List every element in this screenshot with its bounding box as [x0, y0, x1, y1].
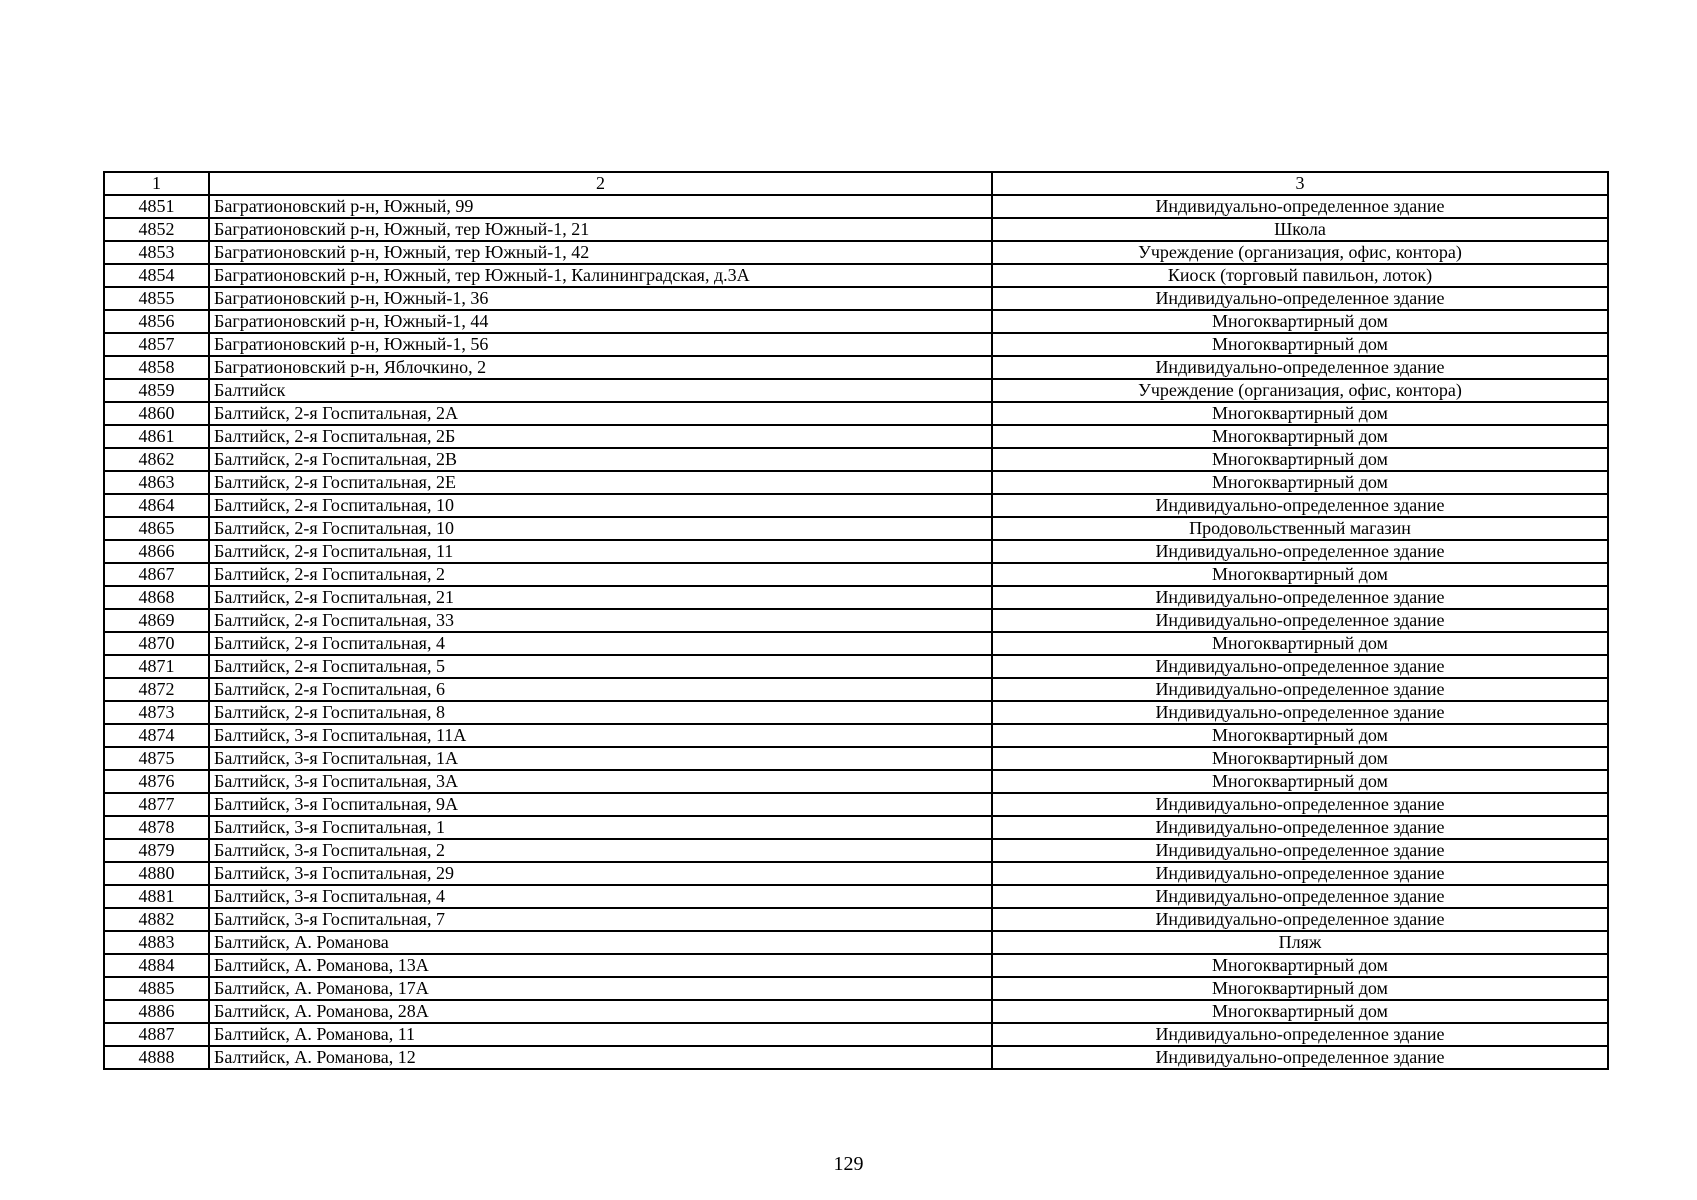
address-cell: Балтийск, 3-я Госпитальная, 3А — [209, 770, 992, 793]
row-number: 4869 — [104, 609, 209, 632]
address-cell: Балтийск, 2-я Госпитальная, 10 — [209, 517, 992, 540]
table-row — [104, 540, 1608, 563]
table-row — [104, 1000, 1608, 1023]
address-cell: Багратионовский р-н, Яблочкино, 2 — [209, 356, 992, 379]
address-cell: Балтийск, 3-я Госпитальная, 29 — [209, 862, 992, 885]
object-type-cell: Индивидуально-определенное здание — [992, 287, 1608, 310]
row-number: 4857 — [104, 333, 209, 356]
table-header — [104, 172, 1608, 195]
object-type-cell: Многоквартирный дом — [992, 448, 1608, 471]
table-row — [104, 586, 1608, 609]
table-row — [104, 1023, 1608, 1046]
table-row — [104, 793, 1608, 816]
address-cell: Багратионовский р-н, Южный-1, 44 — [209, 310, 992, 333]
row-number: 4853 — [104, 241, 209, 264]
address-cell: Балтийск, 2-я Госпитальная, 2Е — [209, 471, 992, 494]
row-number: 4864 — [104, 494, 209, 517]
object-type-cell: Индивидуально-определенное здание — [992, 356, 1608, 379]
address-cell: Багратионовский р-н, Южный-1, 36 — [209, 287, 992, 310]
object-type-cell: Индивидуально-определенное здание — [992, 1023, 1608, 1046]
object-type-cell: Индивидуально-определенное здание — [992, 701, 1608, 724]
table-row — [104, 701, 1608, 724]
row-number: 4881 — [104, 885, 209, 908]
table-row — [104, 816, 1608, 839]
object-type-cell: Многоквартирный дом — [992, 402, 1608, 425]
row-number: 4883 — [104, 931, 209, 954]
object-type-cell: Пляж — [992, 931, 1608, 954]
row-number: 4854 — [104, 264, 209, 287]
row-number: 4870 — [104, 632, 209, 655]
table-row — [104, 264, 1608, 287]
object-type-cell: Индивидуально-определенное здание — [992, 1046, 1608, 1069]
table-row — [104, 931, 1608, 954]
row-number: 4886 — [104, 1000, 209, 1023]
table-row — [104, 287, 1608, 310]
table-row — [104, 954, 1608, 977]
row-number: 4884 — [104, 954, 209, 977]
object-type-cell: Индивидуально-определенное здание — [992, 678, 1608, 701]
address-cell: Балтийск, 3-я Госпитальная, 7 — [209, 908, 992, 931]
column-header-1: 1 — [104, 172, 209, 195]
row-number: 4875 — [104, 747, 209, 770]
table-row — [104, 195, 1608, 218]
row-number: 4852 — [104, 218, 209, 241]
table-row — [104, 448, 1608, 471]
object-type-cell: Многоквартирный дом — [992, 747, 1608, 770]
table-row — [104, 747, 1608, 770]
row-number: 4866 — [104, 540, 209, 563]
object-type-cell: Многоквартирный дом — [992, 632, 1608, 655]
column-header-3: 3 — [992, 172, 1608, 195]
row-number: 4860 — [104, 402, 209, 425]
object-type-cell: Многоквартирный дом — [992, 1000, 1608, 1023]
address-cell: Багратионовский р-н, Южный, тер Южный-1, 42 — [209, 241, 992, 264]
object-type-cell: Многоквартирный дом — [992, 471, 1608, 494]
address-cell: Багратионовский р-н, Южный, тер Южный-1, 21 — [209, 218, 992, 241]
table-row — [104, 770, 1608, 793]
address-cell: Балтийск, 2-я Госпитальная, 2В — [209, 448, 992, 471]
row-number: 4879 — [104, 839, 209, 862]
object-type-cell: Индивидуально-определенное здание — [992, 609, 1608, 632]
address-cell: Балтийск, 2-я Госпитальная, 33 — [209, 609, 992, 632]
row-number: 4885 — [104, 977, 209, 1000]
table-row — [104, 494, 1608, 517]
row-number: 4880 — [104, 862, 209, 885]
address-cell: Балтийск, 3-я Госпитальная, 9А — [209, 793, 992, 816]
object-type-cell: Индивидуально-определенное здание — [992, 540, 1608, 563]
row-number: 4887 — [104, 1023, 209, 1046]
row-number: 4877 — [104, 793, 209, 816]
address-cell: Балтийск, 3-я Госпитальная, 1А — [209, 747, 992, 770]
row-number: 4859 — [104, 379, 209, 402]
table-row — [104, 356, 1608, 379]
table-row — [104, 218, 1608, 241]
table-row — [104, 471, 1608, 494]
object-type-cell: Школа — [992, 218, 1608, 241]
object-type-cell: Многоквартирный дом — [992, 770, 1608, 793]
row-number: 4863 — [104, 471, 209, 494]
address-cell: Балтийск, 2-я Госпитальная, 11 — [209, 540, 992, 563]
table-row — [104, 425, 1608, 448]
address-cell: Багратионовский р-н, Южный-1, 56 — [209, 333, 992, 356]
object-type-cell: Индивидуально-определенное здание — [992, 655, 1608, 678]
address-cell: Балтийск — [209, 379, 992, 402]
row-number: 4882 — [104, 908, 209, 931]
page-number: 129 — [833, 1153, 864, 1175]
object-type-cell: Многоквартирный дом — [992, 954, 1608, 977]
table-row — [104, 517, 1608, 540]
address-cell: Балтийск, 2-я Госпитальная, 2А — [209, 402, 992, 425]
table-row — [104, 609, 1608, 632]
table-row — [104, 908, 1608, 931]
row-number: 4888 — [104, 1046, 209, 1069]
object-type-cell: Индивидуально-определенное здание — [992, 862, 1608, 885]
object-type-cell: Индивидуально-определенное здание — [992, 885, 1608, 908]
object-type-cell: Многоквартирный дом — [992, 310, 1608, 333]
row-number: 4862 — [104, 448, 209, 471]
table-body — [104, 195, 1608, 1069]
row-number: 4851 — [104, 195, 209, 218]
address-cell: Балтийск, 2-я Госпитальная, 2 — [209, 563, 992, 586]
address-cell: Балтийск, А. Романова, 11 — [209, 1023, 992, 1046]
table-row — [104, 655, 1608, 678]
address-cell: Багратионовский р-н, Южный, 99 — [209, 195, 992, 218]
object-type-cell: Многоквартирный дом — [992, 425, 1608, 448]
table-row — [104, 1046, 1608, 1069]
table-row — [104, 862, 1608, 885]
address-cell: Балтийск, А. Романова, 28А — [209, 1000, 992, 1023]
table-row — [104, 402, 1608, 425]
column-header-2: 2 — [209, 172, 992, 195]
row-number: 4868 — [104, 586, 209, 609]
object-type-cell: Продовольственный магазин — [992, 517, 1608, 540]
table-row — [104, 678, 1608, 701]
table-row — [104, 839, 1608, 862]
row-number: 4874 — [104, 724, 209, 747]
address-cell: Балтийск, 2-я Госпитальная, 10 — [209, 494, 992, 517]
object-type-cell: Индивидуально-определенное здание — [992, 793, 1608, 816]
table-row — [104, 310, 1608, 333]
object-type-cell: Индивидуально-определенное здание — [992, 494, 1608, 517]
table-row — [104, 563, 1608, 586]
row-number: 4856 — [104, 310, 209, 333]
address-cell: Балтийск, 2-я Госпитальная, 2Б — [209, 425, 992, 448]
address-cell: Балтийск, 3-я Госпитальная, 2 — [209, 839, 992, 862]
address-table — [103, 171, 1609, 1070]
object-type-cell: Учреждение (организация, офис, контора) — [992, 379, 1608, 402]
address-cell: Балтийск, 3-я Госпитальная, 4 — [209, 885, 992, 908]
address-cell: Балтийск, А. Романова, 12 — [209, 1046, 992, 1069]
address-cell: Багратионовский р-н, Южный, тер Южный-1, Калининградская, д.3А — [209, 264, 992, 287]
address-cell: Балтийск, 2-я Госпитальная, 6 — [209, 678, 992, 701]
row-number: 4865 — [104, 517, 209, 540]
address-cell: Балтийск, 2-я Госпитальная, 4 — [209, 632, 992, 655]
table-row — [104, 632, 1608, 655]
address-cell: Балтийск, 3-я Госпитальная, 11А — [209, 724, 992, 747]
object-type-cell: Многоквартирный дом — [992, 333, 1608, 356]
address-cell: Балтийск, 2-я Госпитальная, 21 — [209, 586, 992, 609]
row-number: 4861 — [104, 425, 209, 448]
object-type-cell: Индивидуально-определенное здание — [992, 586, 1608, 609]
object-type-cell: Многоквартирный дом — [992, 977, 1608, 1000]
table-row — [104, 977, 1608, 1000]
row-number: 4878 — [104, 816, 209, 839]
object-type-cell: Индивидуально-определенное здание — [992, 908, 1608, 931]
table-row — [104, 379, 1608, 402]
table-row — [104, 241, 1608, 264]
row-number: 4872 — [104, 678, 209, 701]
object-type-cell: Индивидуально-определенное здание — [992, 195, 1608, 218]
table-row — [104, 885, 1608, 908]
row-number: 4855 — [104, 287, 209, 310]
table-row — [104, 333, 1608, 356]
address-cell: Балтийск, 2-я Госпитальная, 8 — [209, 701, 992, 724]
row-number: 4858 — [104, 356, 209, 379]
object-type-cell: Индивидуально-определенное здание — [992, 839, 1608, 862]
object-type-cell: Киоск (торговый павильон, лоток) — [992, 264, 1608, 287]
address-cell: Балтийск, 2-я Госпитальная, 5 — [209, 655, 992, 678]
row-number: 4871 — [104, 655, 209, 678]
address-cell: Балтийск, А. Романова, 17А — [209, 977, 992, 1000]
address-cell: Балтийск, 3-я Госпитальная, 1 — [209, 816, 992, 839]
row-number: 4867 — [104, 563, 209, 586]
object-type-cell: Многоквартирный дом — [992, 724, 1608, 747]
object-type-cell: Учреждение (организация, офис, контора) — [992, 241, 1608, 264]
header-row — [104, 172, 1608, 195]
address-cell: Балтийск, А. Романова, 13А — [209, 954, 992, 977]
row-number: 4873 — [104, 701, 209, 724]
row-number: 4876 — [104, 770, 209, 793]
table-row — [104, 724, 1608, 747]
object-type-cell: Индивидуально-определенное здание — [992, 816, 1608, 839]
object-type-cell: Многоквартирный дом — [992, 563, 1608, 586]
address-cell: Балтийск, А. Романова — [209, 931, 992, 954]
